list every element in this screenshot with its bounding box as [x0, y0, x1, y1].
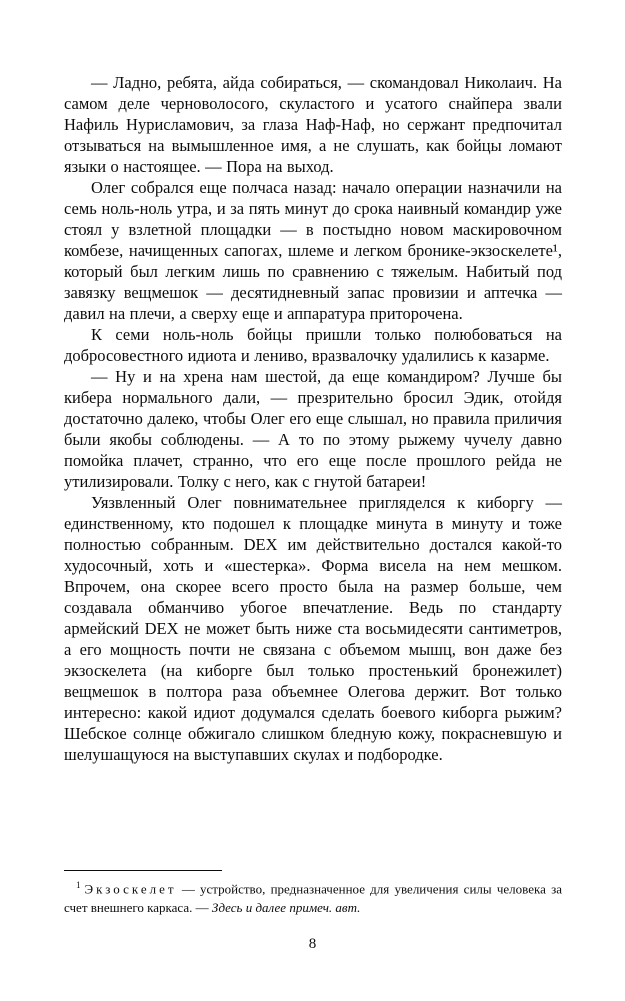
paragraph: — Ну и на хрена нам шестой, да еще командиром? Лучше бы кибера нормального дали, — презрительно бросил Эдик, отойдя достаточно далеко, чтобы Олег его еще слышал, но правила приличия были якобы соблюдены. — А то по этому рыжему чучелу давно помойка плачет, странно, что его еще после прошлого рейда не утилизировали. Толку с него, как с гнутой батареи! [64, 367, 562, 491]
footnote-term: Экзоскелет [84, 881, 177, 896]
footnote-body: — устройство, предназначенное для увеличения силы человека за счет внешнего каркаса. — [64, 881, 562, 915]
footnote [64, 876, 562, 917]
paragraph: К семи ноль-ноль бойцы пришли только полюбоваться на добросовестного идиота и лениво, вразвалочку удалились к казарме. [64, 325, 562, 365]
footnote-marker: 1 [76, 879, 81, 890]
paragraph: — Ладно, ребята, айда собираться, — скомандовал Николаич. На самом деле черноволосого, скуластого и усатого снайпера звали Нафиль Нурисламович, за глаза Наф-Наф, но сержант предпочитал отзываться на вымышленное имя, а не слушать, как бойцы ломают языки о настоящее. — Пора на выход. [64, 73, 562, 176]
footnote-attribution: Здесь и далее примеч. авт. [211, 899, 361, 915]
paragraph: Уязвленный Олег повнимательнее пригляделся к киборгу — единственному, кто подошел к площадке минута в минуту и тоже полностью собранным. DEX им действительно достался какой-то худосочный, хоть и «шестерка». Форма висела на нем мешком. Впрочем, она скорее всего просто была на размер больше, чем создавала обманчиво убогое впечатление. Ведь по стандарту армейский DEX не может быть ниже ста восьмидесяти сантиметров, а его мощность почти не связана с объемом мышц, вон даже без экзоскелета (на киборге был только простенький бронежилет) вещмешок в полтора раза объемнее Олегова держит. Вот только интересно: какой идиот додумался сделать боевого киборга рыжим? Шебское солнце обжигало слишком бледную кожу, покрасневшую и шелушащуюся на выступавших скулах и подбородке. [64, 493, 562, 764]
paragraph: Олег собрался еще полчаса назад: начало операции назначили на семь ноль-ноль утра, и за пять минут до срока наивный командир уже стоял у взлетной площадки — в постыдно новом маскировочном комбезе, начищенных сапогах, шлеме и легком бронике-экзоскелете¹, который был легким лишь по сравнению с тяжелым. Набитый под завязку вещмешок — десятидневный запас провизии и аптечка — давил на плечи, а сверху еще и аппаратура приторочена. [64, 178, 562, 323]
footnote-divider [64, 870, 222, 871]
footnote-area [64, 870, 562, 917]
page-number: 8 [308, 936, 317, 952]
text-block [64, 72, 562, 765]
